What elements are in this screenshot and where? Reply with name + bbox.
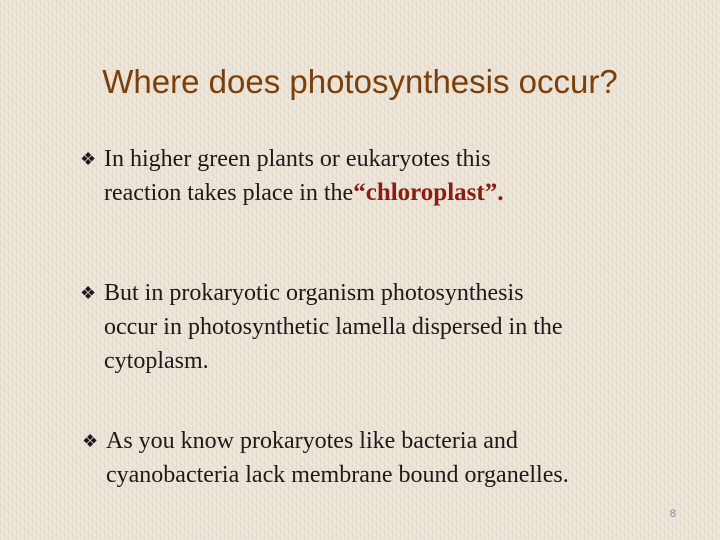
slide-title: Where does photosynthesis occur? [102, 63, 618, 100]
emphasis-punctuation: . [497, 179, 504, 206]
bullet-line: cytoplasm. [104, 348, 209, 374]
bullet-line: In higher green plants or eukaryotes this [104, 146, 491, 172]
bullet-line: occur in photosynthetic lamella dispersed in the [104, 314, 563, 340]
diamond-bullet-icon: ❖ [80, 283, 97, 303]
diamond-bullet-icon: ❖ [82, 431, 99, 451]
page-number: 8 [669, 508, 676, 520]
diamond-bullet-icon: ❖ [80, 149, 97, 169]
bullet-item-prokaryotic [80, 276, 563, 378]
bullet-line: As you know prokaryotes like bacteria and [106, 428, 518, 454]
bullet-item-organelles [82, 424, 569, 492]
bullet-line [104, 176, 503, 210]
bullet-line: cyanobacteria lack membrane bound organelles. [106, 462, 569, 488]
bullet-line: But in prokaryotic organism photosynthesis [104, 280, 524, 306]
bullet-text: reaction takes place in the [104, 180, 354, 206]
bullet-item-chloroplast [80, 142, 504, 210]
emphasis-term: “chloroplast” [353, 179, 498, 206]
